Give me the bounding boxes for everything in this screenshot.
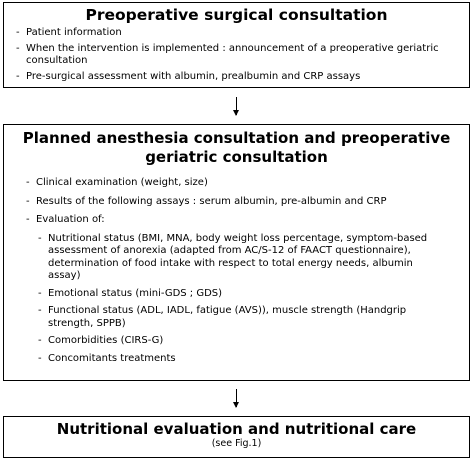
list-item: - Comorbidities (CIRS-G) [48,335,428,348]
anesthesia-geriatric-consultation-box [3,124,470,381]
anesthesia-geriatric-consultation-title: Planned anesthesia consultation and preoperative geriatric consultation [22,129,451,166]
list-item: - Patient information [26,27,469,40]
evaluation-item [36,214,456,365]
list-item: - When the intervention is implemented : announcement of a preoperative geriatric consultation [26,43,469,68]
surgical-consultation-title: Preoperative surgical consultation [85,6,388,24]
surgical-consultation-box [3,2,470,88]
down-arrow-icon [236,97,237,115]
list-item: - Clinical examination (weight, size) [36,177,456,190]
nutritional-care-box [3,416,470,458]
nutritional-care-title: Nutritional evaluation and nutritional care [56,420,417,438]
list-item: - Results of the following assays : serum albumin, pre-albumin and CRP [36,196,456,209]
list-item: - Functional status (ADL, IADL, fatigue (AVS)), muscle strength (Handgrip strength, SPPB) [48,305,428,330]
list-item: - Nutritional status (BMI, MNA, body weight loss percentage, symptom-based assessment of anorexia (adapted from AC/S-12 of FAACT questionnaire), determination of food intake with respect to total energy needs, albumin assay) [48,233,428,283]
list-item: - Emotional status (mini-GDS ; GDS) [48,288,428,301]
evaluation-label: Evaluation of: [36,214,105,225]
consultation-list [36,177,456,365]
list-item: - Pre-surgical assessment with albumin, prealbumin and CRP assays [26,71,469,84]
list-item: - Concomitants treatments [48,353,428,366]
down-arrow-icon [236,389,237,407]
surgical-consultation-list [26,27,469,83]
figure-reference: (see Fig.1) [211,438,262,449]
evaluation-list [48,233,428,366]
